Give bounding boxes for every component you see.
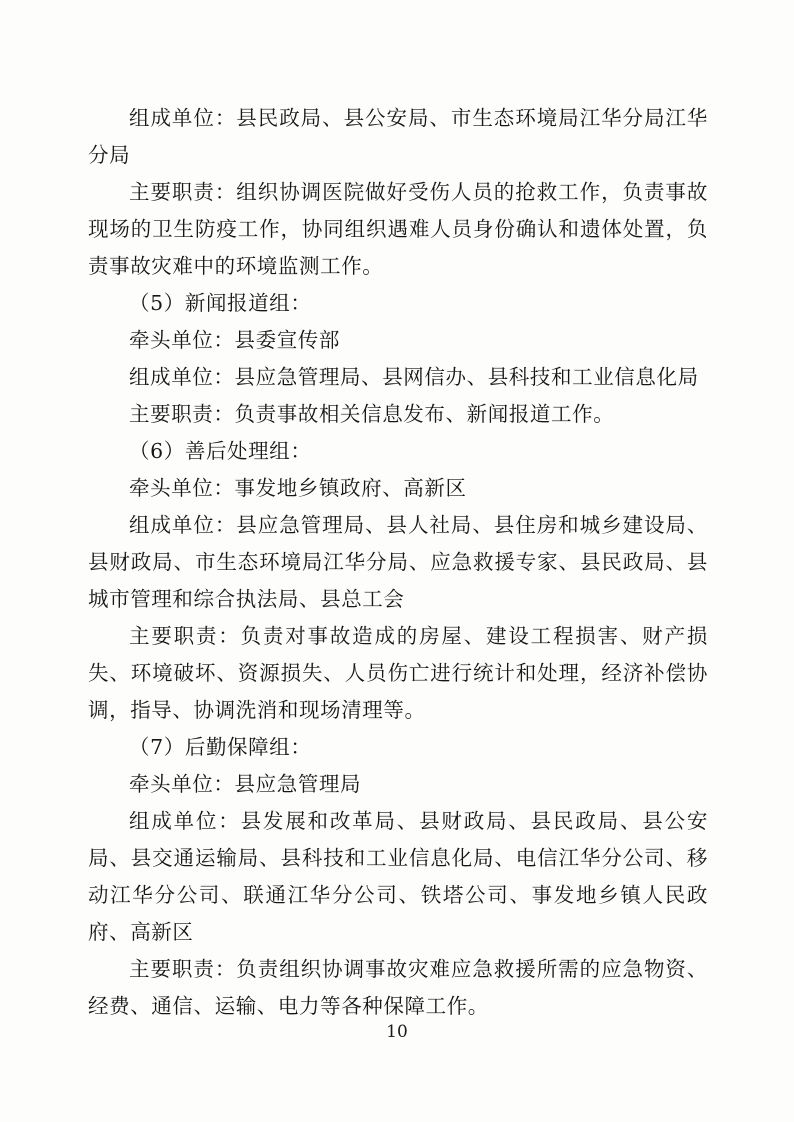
paragraph: 组成单位：县民政局、县公安局、市生态环境局江华分局江华分局 [88, 106, 708, 167]
paragraph: 主要职责：组织协调医院做好受伤人员的抢救工作，负责事故现场的卫生防疫工作，协同组织遇难人员身份确认和遗体处置，负责事故灾难中的环境监测工作。 [88, 180, 708, 278]
paragraph: 主要职责：负责对事故造成的房屋、建设工程损害、财产损失、环境破坏、资源损失、人员伤亡进行统计和处理，经济补偿协调，指导、协调洗消和现场清理等。 [88, 624, 708, 722]
paragraph: 组成单位：县应急管理局、县人社局、县住房和城乡建设局、县财政局、市生态环境局江华分局、应急救援专家、县民政局、县城市管理和综合执法局、县总工会 [88, 513, 708, 611]
paragraph: 组成单位：县发展和改革局、县财政局、县民政局、县公安局、县交通运输局、县科技和工业信息化局、电信江华分公司、移动江华分公司、联通江华分公司、铁塔公司、事发地乡镇人民政府、高新区 [88, 809, 708, 944]
paragraph: 主要职责：负责组织协调事故灾难应急救援所需的应急物资、经费、通信、运输、电力等各种保障工作。 [88, 957, 708, 1018]
paragraph: 牵头单位：县应急管理局 [129, 772, 362, 796]
paragraph: （6）善后处理组： [129, 439, 312, 463]
paragraph: 主要职责：负责事故相关信息发布、新闻报道工作。 [129, 402, 615, 426]
paragraph: 牵头单位：事发地乡镇政府、高新区 [129, 476, 467, 500]
paragraph: （5）新闻报道组： [129, 291, 312, 315]
paragraph: 组成单位：县应急管理局、县网信办、县科技和工业信息化局 [129, 365, 699, 389]
page-number: 10 [386, 1022, 408, 1042]
document-body [88, 100, 708, 1025]
paragraph: （7）后勤保障组： [129, 735, 312, 759]
paragraph: 牵头单位：县委宣传部 [129, 328, 340, 352]
